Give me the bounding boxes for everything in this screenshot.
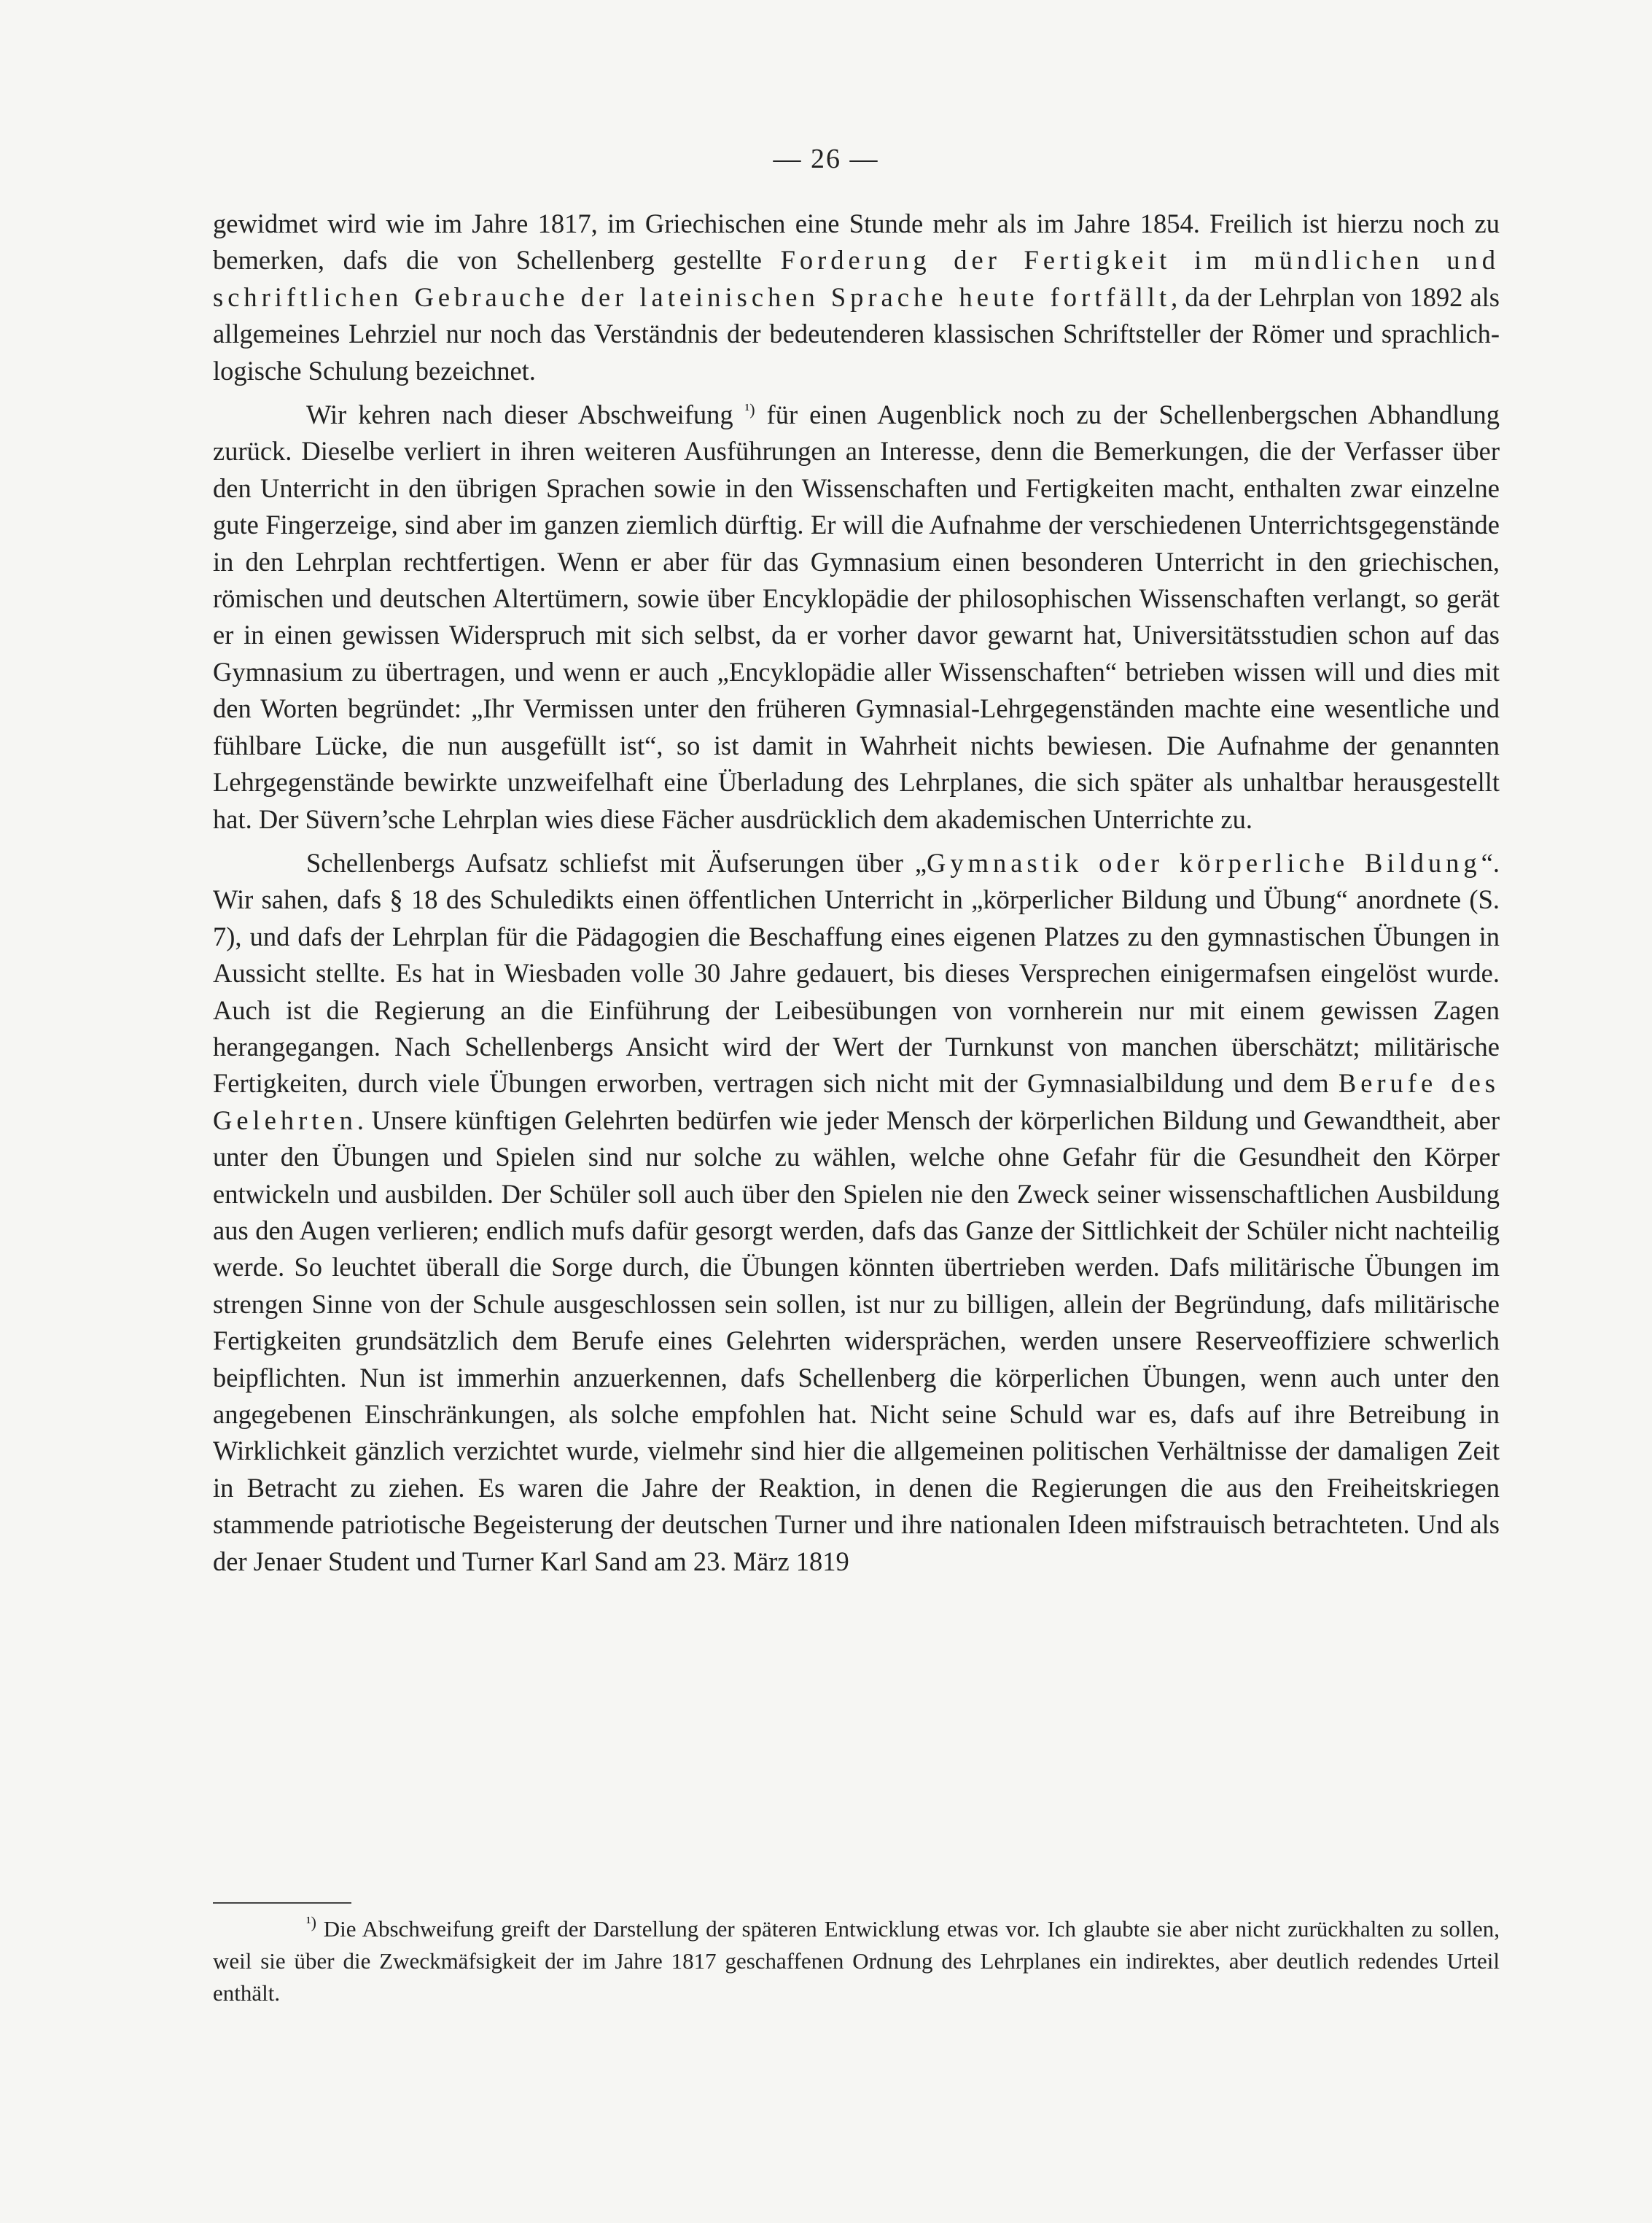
paragraph-2-segment-1: Wir kehren nach dieser Abschweifung [306, 400, 745, 430]
footnote-divider [213, 1902, 351, 1904]
paragraph-2 [213, 397, 1500, 838]
footnotes [213, 1913, 1500, 2009]
footnote-1-text: Die Abschweifung greift der Darstellung der späteren Entwicklung etwas vor. Ich glaubte sie aber nicht zurückhalten zu sollen, weil sie über die Zweckmäfsigkeit der im Jahre 1817 geschaffenen Ordnung des Lehrplanes ein indirektes, aber deutlich redendes Urteil enthält. [213, 1916, 1500, 2006]
footnote-reference: ¹) [744, 400, 755, 419]
paragraph-3-spaced-phrase-1: Gymnastik oder körperliche Bildung [927, 847, 1481, 878]
paragraph-1-spaced-phrase: Forderung der Fertigkeit im mündlichen und schriftlichen Gebrauche der lateinischen Sprache heute fortfällt [213, 245, 1500, 312]
body-text [213, 206, 1500, 1580]
paragraph-3 [213, 845, 1500, 1580]
footnote-marker: ¹) [306, 1913, 316, 1931]
paragraph-1 [213, 206, 1500, 389]
paragraph-3-segment-3: “. Wir sahen, dafs § 18 des Schuledikts einen öffentlichen Unterricht in „körperlicher Bildung und Übung“ anordnete (S. 7), und dafs der Lehrplan für die Pädagogien die Beschaffung eines eigenen Platzes zu den gymnastischen Übungen in Aussicht stellte. Es hat in Wiesbaden volle 30 Jahre gedauert, bis dieses Versprechen einigermafsen eingelöst wurde. Auch ist die Regierung an die Einführung der Leibesübungen von vornherein nur mit einem gewissen Zagen herangegangen. Nach Schellenbergs Ansicht wird der Wert der Turnkunst von manchen überschätzt; militärische Fertigkeiten, durch viele Übungen erworben, vertragen sich nicht mit der Gymnasialbildung und dem [213, 847, 1500, 1099]
paragraph-3-spaced-phrase-2: Berufe des Gelehrten [213, 1068, 1500, 1135]
paragraph-3-segment-5: . Unsere künftigen Gelehrten bedürfen wie jeder Mensch der körperlichen Bildung und Gewandtheit, aber unter den Übungen und Spielen sind nur solche zu wählen, welche ohne Gefahr für die Gesundheit den Körper entwickeln und ausbilden. Der Schüler soll auch über den Spielen nie den Zweck seiner wissenschaftlichen Ausbildung aus den Augen verlieren; endlich mufs dafür gesorgt werden, dafs das Ganze der Sittlichkeit der Schüler nicht nachteilig werde. So leuchtet überall die Sorge durch, die Übungen könnten übertrieben werden. Dafs militärische Übungen im strengen Sinne von der Schule ausgeschlossen sein sollen, ist nur zu billigen, allein der Begründung, dafs militärische Fertigkeiten grundsätzlich dem Berufe eines Gelehrten widersprächen, werden unsere Reserveoffiziere schwerlich beipflichten. Nun ist immerhin anzuerkennen, dafs Schellenberg die körperlichen Übungen, wenn auch unter den angegebenen Einschränkungen, als solche empfohlen hat. Nicht seine Schuld war es, dafs auf ihre Betreibung in Wirklichkeit gänzlich verzichtet wurde, vielmehr sind hier die allgemeinen politischen Verhältnisse der damaligen Zeit in Betracht zu ziehen. Es waren die Jahre der Reaktion, in denen die Regierungen die aus den Freiheitskriegen stammende patriotische Begeisterung der deutschen Turner und ihre nationalen Ideen mifstrauisch betrachteten. Und als der Jenaer Student und Turner Karl Sand am 23. März 1819 [213, 1105, 1500, 1576]
page-number: — 26 — [773, 144, 879, 174]
paragraph-3-segment-1: Schellenbergs Aufsatz schliefst mit Äufserungen über „ [306, 847, 927, 878]
paragraph-2-segment-3: für einen Augenblick noch zu der Schellenbergschen Abhandlung zurück. Dieselbe verliert in ihren weiteren Ausführungen an Interesse, denn die Bemerkungen, die der Verfasser über den Unterricht in den übrigen Sprachen sowie in den Wissenschaften und Fertigkeiten macht, enthalten zwar einzelne gute Fingerzeige, sind aber im ganzen ziemlich dürftig. Er will die Aufnahme der verschiedenen Unterrichtsgegenstände in den Lehrplan rechtfertigen. Wenn er aber für das Gymnasium einen besonderen Unterricht in den griechischen, römischen und deutschen Altertümern, sowie über Encyklopädie der philosophischen Wissenschaften verlangt, so gerät er in einen gewissen Widerspruch mit sich selbst, da er vorher davor gewarnt hat, Universitätsstudien schon auf das Gymnasium zu übertragen, und wenn er auch „Encyklopädie aller Wissenschaften“ betrieben wissen will und dies mit den Worten begründet: „Ihr Vermissen unter den früheren Gymnasial-Lehrgegenständen machte eine wesentliche und fühlbare Lücke, die nun ausgefüllt ist“, so ist damit in Wahrheit nichts bewiesen. Die Aufnahme der genannten Lehrgegenstände bewirkte unzweifelhaft eine Überladung des Lehrplanes, die sich später als unhaltbar herausgestellt hat. Der Süvern’sche Lehrplan wies diese Fächer ausdrücklich dem akademischen Unterrichte zu. [213, 400, 1500, 834]
paragraph-1-segment-3: , da der Lehrplan von 1892 als allgemeines Lehrziel nur noch das Verständnis der bedeutenderen klassischen Schriftsteller der Römer und sprachlich-logische Schulung bezeichnet. [213, 281, 1500, 386]
paragraph-1-segment-1: gewidmet wird wie im Jahre 1817, im Griechischen eine Stunde mehr als im Jahre 1854. Freilich ist hierzu noch zu bemerken, dafs die von Schellenberg gestellte [213, 209, 1500, 276]
footnote-1 [213, 1913, 1500, 2009]
